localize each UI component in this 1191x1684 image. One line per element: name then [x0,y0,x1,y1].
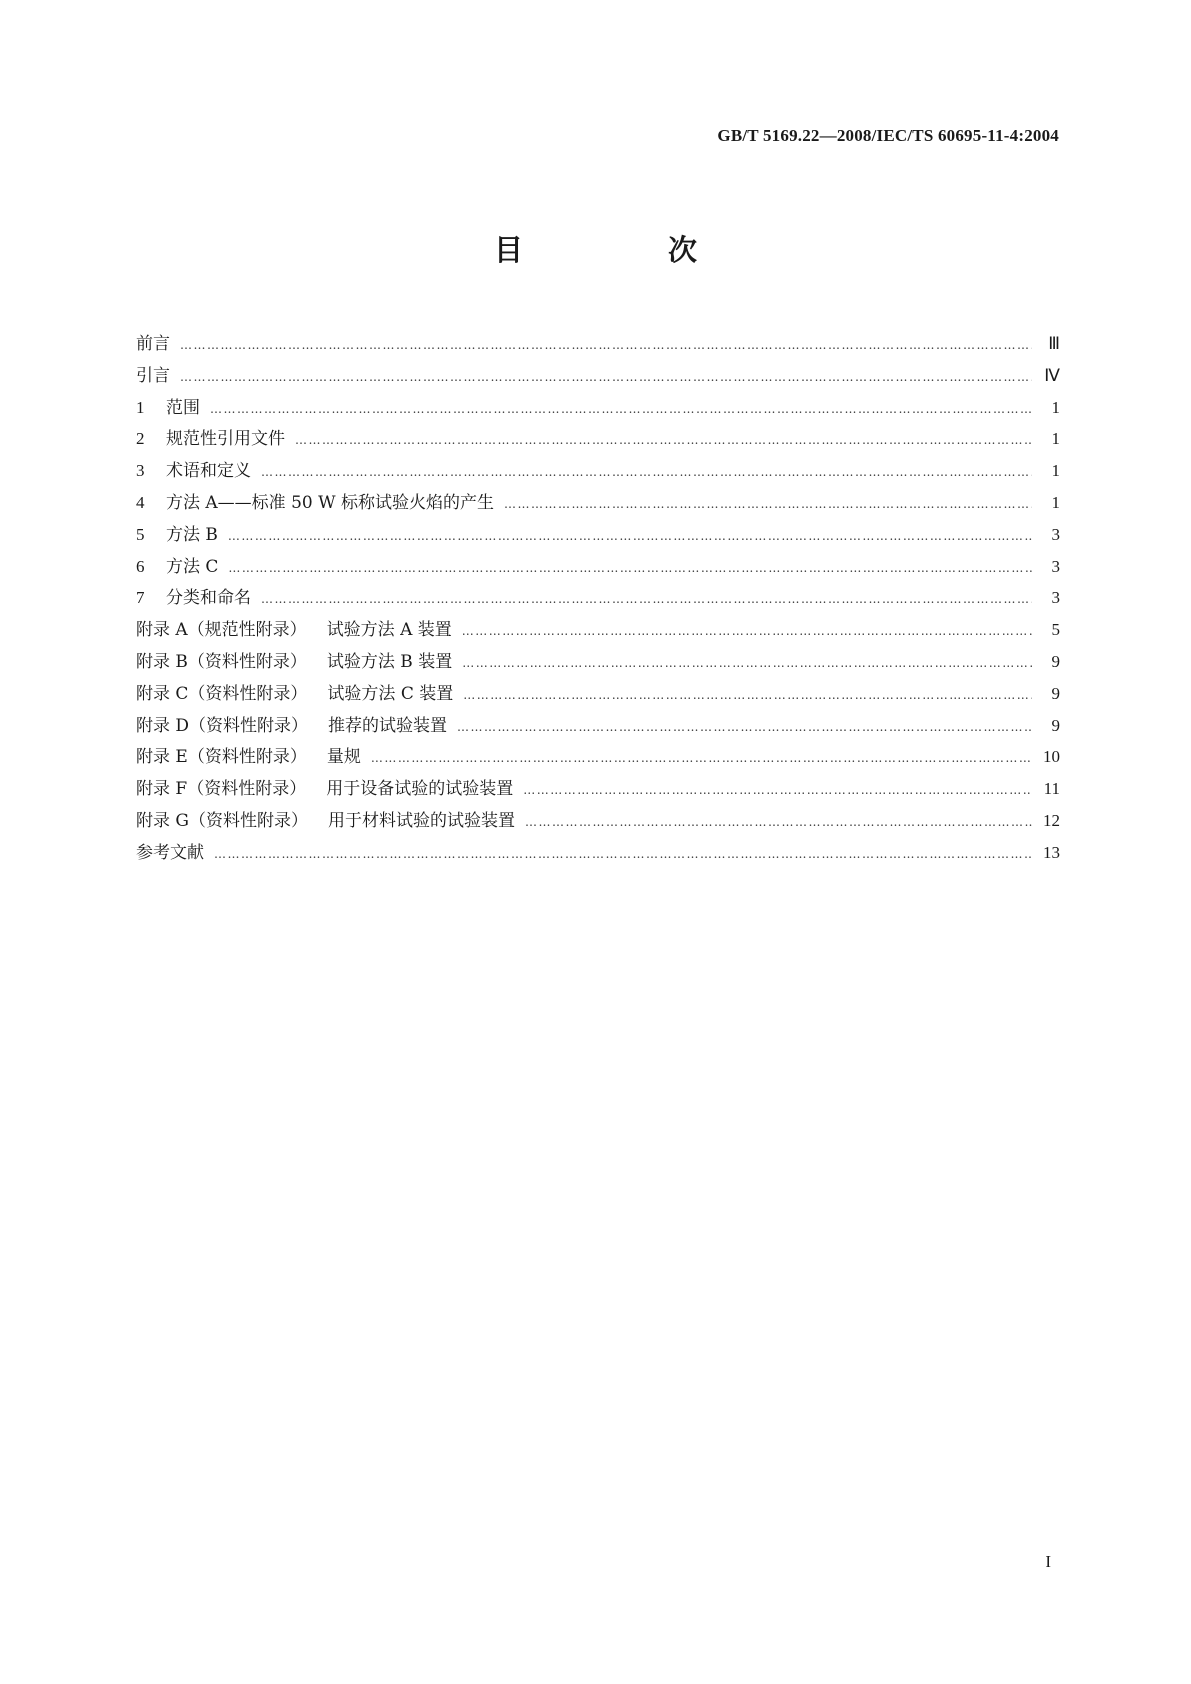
toc-entry-page: 3 [1051,556,1060,576]
toc-entry-text: 范围 [166,397,200,418]
dot-leader [462,648,1032,680]
toc-entry[interactable] [136,646,1060,678]
toc-entry-text: 附录 F（资料性附录） [136,779,307,800]
toc-entry[interactable] [136,773,1060,805]
toc-entry-label [136,647,462,679]
toc-entry-subtitle: 用于设备试验的试验装置 [326,779,514,800]
toc-entry[interactable] [136,837,1060,869]
toc-entry-page: 3 [1051,588,1060,608]
toc-entry-number: 3 [136,461,145,481]
dot-leader [228,521,1032,553]
toc-entry-subtitle: 推荐的试验装置 [328,715,448,736]
toc-entry-page: 12 [1043,810,1060,830]
toc-entry-label [136,774,523,806]
toc-entry-page: Ⅳ [1044,365,1060,385]
toc-entry-label [136,615,462,647]
dot-leader [371,743,1032,775]
standard-code-header [717,126,1059,146]
toc-entry-text: 方法 A——标准 50 W 标称试验火焰的产生 [166,492,494,513]
toc-entry-label [136,582,261,615]
toc-entry-label [136,679,463,711]
toc-entry-text: 方法 B [166,524,218,545]
toc-entry-page: 9 [1051,651,1060,671]
toc-entry-text: 附录 E（资料性附录） [136,747,307,768]
toc-entry-page: 1 [1051,461,1060,481]
dot-leader [261,457,1032,489]
toc-entry-text: 参考文献 [136,842,204,863]
toc-entry-text: 附录 G（资料性附录） [136,810,308,831]
toc-entry-text: 前言 [136,334,170,354]
dot-leader [457,712,1032,744]
toc-entry-label [136,711,457,743]
toc-entry[interactable] [136,328,1060,360]
toc-entry-page: 1 [1051,429,1060,449]
toc-entry[interactable] [136,582,1060,614]
toc-entry-text: 分类和命名 [166,588,251,609]
toc-entry-label [136,423,295,456]
toc-entry[interactable] [136,741,1060,773]
toc-entry[interactable] [136,487,1060,519]
toc-entry-page: 9 [1051,715,1060,735]
toc-entry-label [136,742,371,774]
toc-entry-text: 附录 B（资料性附录） [136,651,307,672]
toc-entry-label [136,838,214,870]
toc-entry-subtitle: 用于材料试验的试验装置 [327,810,515,831]
dot-leader [504,489,1032,521]
toc-entry-label [136,519,228,552]
toc-entry[interactable] [136,614,1060,646]
dot-leader [525,807,1032,839]
toc-entry-subtitle: 试验方法 A 装置 [326,620,452,641]
toc-entry[interactable] [136,360,1060,392]
dot-leader [295,425,1032,457]
toc-entry-number: 7 [136,588,145,608]
standard-code: GB/T 5169.22—2008/IEC/TS 60695-11-4:2004 [717,126,1059,145]
toc-entry-label [136,806,525,838]
toc-entry-page: 11 [1043,779,1060,799]
toc-entry-label [136,361,180,393]
toc-entry-text: 规范性引用文件 [166,429,285,450]
toc-entry-page: Ⅲ [1048,334,1060,353]
toc-entry-number: 5 [136,524,145,544]
toc-entry[interactable] [136,423,1060,455]
toc-entry-page: 9 [1051,683,1060,703]
toc-entry-subtitle: 试验方法 B 装置 [326,651,453,672]
toc-entry-subtitle: 量规 [326,747,361,768]
toc-entry-page: 1 [1051,492,1060,512]
dot-leader [210,394,1032,426]
toc-entry[interactable] [136,392,1060,424]
toc-entry-page: 13 [1043,842,1060,862]
toc-entry-text: 附录 C（资料性附录） [136,683,308,704]
dot-leader [180,330,1032,362]
toc-entry-number: 2 [136,429,145,449]
dot-leader [228,553,1032,585]
toc-entry-number: 6 [136,556,145,576]
toc-entry-label [136,551,228,584]
toc-entry-label [136,487,504,520]
dot-leader [523,775,1032,807]
toc-entry-label [136,455,261,488]
dot-leader [180,362,1032,394]
page-number: I [1045,1552,1051,1571]
toc-entry-text: 引言 [136,365,170,386]
toc-entry-text: 附录 D（资料性附录） [136,715,309,736]
toc-entry[interactable] [136,678,1060,710]
toc-entry-label [136,329,180,361]
toc-entry-page: 10 [1043,747,1060,767]
toc-entry-subtitle: 试验方法 C 装置 [327,683,454,704]
toc-entry-number: 4 [136,492,145,512]
toc-entry-page: 5 [1051,620,1060,640]
toc-entry-text: 附录 A（规范性附录） [136,620,307,641]
dot-leader [261,584,1032,616]
toc-entry-text: 方法 C [166,556,219,577]
dot-leader [214,839,1032,871]
toc-entry-page: 1 [1051,397,1060,417]
toc-entry[interactable] [136,519,1060,551]
toc-entry[interactable] [136,551,1060,583]
toc-entry-label [136,392,210,425]
toc-entry-page: 3 [1051,524,1060,544]
toc-entry[interactable] [136,805,1060,837]
page-title: 目 次 [493,233,755,267]
dot-leader [463,680,1032,712]
toc-entry[interactable] [136,710,1060,742]
toc-entry-number: 1 [136,397,145,417]
dot-leader [462,616,1032,648]
toc-entry[interactable] [136,455,1060,487]
table-of-contents [136,328,1060,869]
toc-entry-text: 术语和定义 [166,461,251,482]
